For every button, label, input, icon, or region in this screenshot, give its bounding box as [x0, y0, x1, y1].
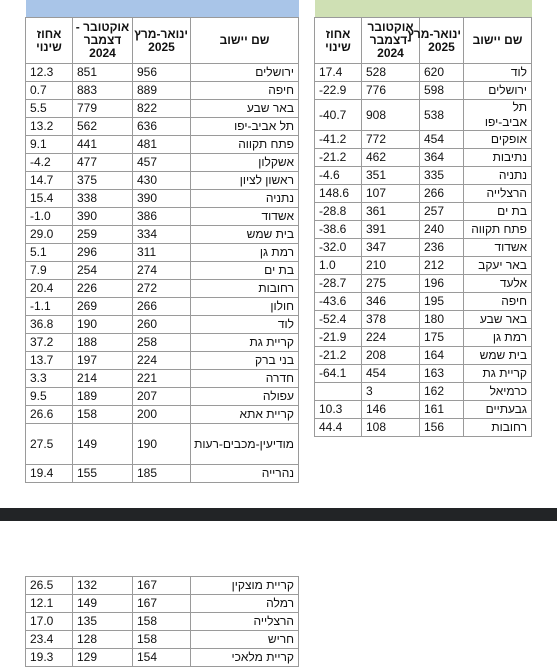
cell-pct-change: 5.1 — [26, 244, 73, 262]
cell-name: עפולה — [191, 388, 299, 406]
table-row — [315, 131, 532, 149]
cell-name: הרצלייה — [464, 185, 532, 203]
table-row — [26, 388, 299, 406]
table-row — [26, 316, 299, 334]
cell-jan-mar-2025: 272 — [133, 280, 191, 298]
table-row — [315, 167, 532, 185]
table-row — [315, 100, 532, 131]
header-name: שם יישוב — [191, 18, 299, 64]
cell-name: אלעד — [464, 275, 532, 293]
bottom-table — [25, 576, 299, 667]
table-row — [26, 298, 299, 316]
right-table — [314, 0, 532, 437]
table-row — [26, 631, 299, 649]
cell-oct-dec-2024: 454 — [362, 365, 420, 383]
table-row — [26, 424, 299, 465]
table-row — [26, 280, 299, 298]
cell-pct-change: 13.7 — [26, 352, 73, 370]
table-row — [26, 613, 299, 631]
table-row — [315, 257, 532, 275]
table-row — [315, 293, 532, 311]
cell-jan-mar-2025: 224 — [133, 352, 191, 370]
cell-name: חיפה — [191, 82, 299, 100]
cell-name: אשקלון — [191, 154, 299, 172]
cell-name: רחובות — [464, 419, 532, 437]
table-row — [315, 149, 532, 167]
table-row — [315, 64, 532, 82]
cell-pct-change: 3.3 — [26, 370, 73, 388]
cell-pct-change: 19.4 — [26, 465, 73, 483]
cell-jan-mar-2025: 180 — [420, 311, 464, 329]
cell-jan-mar-2025: 386 — [133, 208, 191, 226]
cell-oct-dec-2024: 197 — [73, 352, 133, 370]
cell-jan-mar-2025: 162 — [420, 383, 464, 401]
cell-pct-change: 17.4 — [315, 64, 362, 82]
header-oct-dec-2024: אוקטובר -דצמבר 2024 — [362, 18, 420, 64]
cell-oct-dec-2024: 254 — [73, 262, 133, 280]
cell-jan-mar-2025: 185 — [133, 465, 191, 483]
cell-oct-dec-2024: 477 — [73, 154, 133, 172]
cell-oct-dec-2024: 149 — [73, 595, 133, 613]
cell-name: חריש — [191, 631, 299, 649]
cell-pct-change: -32.0 — [315, 239, 362, 257]
cell-pct-change: -1.1 — [26, 298, 73, 316]
header-jan-mar-2025: ינואר-מרץ 2025 — [420, 18, 464, 64]
cell-jan-mar-2025: 598 — [420, 82, 464, 100]
header-jan-mar-2025: ינואר-מרץ 2025 — [133, 18, 191, 64]
cell-jan-mar-2025: 274 — [133, 262, 191, 280]
cell-name: חיפה — [464, 293, 532, 311]
cell-jan-mar-2025: 195 — [420, 293, 464, 311]
cell-jan-mar-2025: 430 — [133, 172, 191, 190]
cell-name: תל אביב-יפו — [191, 118, 299, 136]
cell-oct-dec-2024: 146 — [362, 401, 420, 419]
cell-pct-change: -52.4 — [315, 311, 362, 329]
cell-oct-dec-2024: 338 — [73, 190, 133, 208]
cell-name: אופקים — [464, 131, 532, 149]
cell-oct-dec-2024: 390 — [73, 208, 133, 226]
cell-name: בת ים — [464, 203, 532, 221]
cell-oct-dec-2024: 210 — [362, 257, 420, 275]
cell-name: רחובות — [191, 280, 299, 298]
cell-jan-mar-2025: 175 — [420, 329, 464, 347]
cell-pct-change: 23.4 — [26, 631, 73, 649]
cell-jan-mar-2025: 334 — [133, 226, 191, 244]
cell-name: נתניה — [464, 167, 532, 185]
cell-name: חולון — [191, 298, 299, 316]
cell-oct-dec-2024: 908 — [362, 100, 420, 131]
cell-name: נתיבות — [464, 149, 532, 167]
table-row — [26, 226, 299, 244]
cell-pct-change: 20.4 — [26, 280, 73, 298]
table-row — [315, 82, 532, 100]
cell-name: גבעתיים — [464, 401, 532, 419]
cell-oct-dec-2024: 224 — [362, 329, 420, 347]
cell-oct-dec-2024: 296 — [73, 244, 133, 262]
table-row — [26, 595, 299, 613]
cell-name: בית שמש — [464, 347, 532, 365]
cell-jan-mar-2025: 257 — [420, 203, 464, 221]
table-row — [315, 221, 532, 239]
cell-jan-mar-2025: 956 — [133, 64, 191, 82]
cell-jan-mar-2025: 158 — [133, 613, 191, 631]
cell-oct-dec-2024: 462 — [362, 149, 420, 167]
table-row — [315, 329, 532, 347]
cell-oct-dec-2024: 149 — [73, 424, 133, 465]
cell-name: לוד — [191, 316, 299, 334]
table-row — [26, 406, 299, 424]
cell-oct-dec-2024: 375 — [73, 172, 133, 190]
cell-name: באר שבע — [191, 100, 299, 118]
cell-oct-dec-2024: 776 — [362, 82, 420, 100]
cell-oct-dec-2024: 528 — [362, 64, 420, 82]
cell-name: קריית גת — [464, 365, 532, 383]
cell-jan-mar-2025: 207 — [133, 388, 191, 406]
cell-jan-mar-2025: 335 — [420, 167, 464, 185]
cell-name: פתח תקווה — [191, 136, 299, 154]
table-row — [26, 370, 299, 388]
cell-jan-mar-2025: 364 — [420, 149, 464, 167]
table-row — [26, 649, 299, 667]
cell-oct-dec-2024: 779 — [73, 100, 133, 118]
left-table-header — [26, 18, 299, 64]
cell-jan-mar-2025: 266 — [133, 298, 191, 316]
cell-jan-mar-2025: 620 — [420, 64, 464, 82]
header-pct-change: אחוז שינוי — [315, 18, 362, 64]
cell-oct-dec-2024: 135 — [73, 613, 133, 631]
table-row — [315, 365, 532, 383]
cell-pct-change: 19.3 — [26, 649, 73, 667]
cell-oct-dec-2024: 562 — [73, 118, 133, 136]
cell-oct-dec-2024: 3 — [362, 383, 420, 401]
cell-pct-change: -38.6 — [315, 221, 362, 239]
cell-pct-change: 12.1 — [26, 595, 73, 613]
cell-jan-mar-2025: 158 — [133, 631, 191, 649]
table-row — [315, 347, 532, 365]
cell-jan-mar-2025: 167 — [133, 595, 191, 613]
cell-pct-change: 37.2 — [26, 334, 73, 352]
cell-pct-change: 7.9 — [26, 262, 73, 280]
cell-jan-mar-2025: 236 — [420, 239, 464, 257]
cell-name: רמלה — [191, 595, 299, 613]
table-row — [26, 136, 299, 154]
cell-oct-dec-2024: 129 — [73, 649, 133, 667]
cell-name: ראשון לציון — [191, 172, 299, 190]
cell-jan-mar-2025: 481 — [133, 136, 191, 154]
cell-jan-mar-2025: 889 — [133, 82, 191, 100]
cell-name: מודיעין-מכבים-רעות — [191, 424, 299, 465]
cell-oct-dec-2024: 378 — [362, 311, 420, 329]
cell-name: ירושלים — [191, 64, 299, 82]
table-row — [315, 203, 532, 221]
cell-oct-dec-2024: 851 — [73, 64, 133, 82]
cell-pct-change: -21.2 — [315, 347, 362, 365]
cell-pct-change: 29.0 — [26, 226, 73, 244]
cell-name: קריית מלאכי — [191, 649, 299, 667]
table-row — [26, 64, 299, 82]
cell-name: באר יעקב — [464, 257, 532, 275]
cell-pct-change: -1.0 — [26, 208, 73, 226]
table-row — [26, 465, 299, 483]
cell-pct-change: 0.7 — [26, 82, 73, 100]
table-row — [315, 239, 532, 257]
cell-pct-change: 9.5 — [26, 388, 73, 406]
table-row — [26, 82, 299, 100]
table-row — [26, 244, 299, 262]
cell-oct-dec-2024: 132 — [73, 577, 133, 595]
cell-oct-dec-2024: 772 — [362, 131, 420, 149]
cell-oct-dec-2024: 108 — [362, 419, 420, 437]
cell-jan-mar-2025: 167 — [133, 577, 191, 595]
right-table-header — [315, 18, 532, 64]
cell-oct-dec-2024: 155 — [73, 465, 133, 483]
cell-name: תל אביב-יפו — [464, 100, 532, 131]
cell-name: נהרייה — [191, 465, 299, 483]
cell-jan-mar-2025: 311 — [133, 244, 191, 262]
cell-pct-change: 1.0 — [315, 257, 362, 275]
cell-pct-change: -28.7 — [315, 275, 362, 293]
cell-jan-mar-2025: 260 — [133, 316, 191, 334]
cell-name: חדרה — [191, 370, 299, 388]
table-row — [26, 262, 299, 280]
left-table — [25, 0, 299, 483]
cell-oct-dec-2024: 189 — [73, 388, 133, 406]
cell-name: בת ים — [191, 262, 299, 280]
table-row — [315, 383, 532, 401]
table-row — [315, 401, 532, 419]
cell-jan-mar-2025: 221 — [133, 370, 191, 388]
cell-name: רמת גן — [464, 329, 532, 347]
cell-pct-change: 26.5 — [26, 577, 73, 595]
cell-pct-change: 17.0 — [26, 613, 73, 631]
cell-pct-change: -22.9 — [315, 82, 362, 100]
cell-pct-change: -28.8 — [315, 203, 362, 221]
cell-name: אשדוד — [191, 208, 299, 226]
cell-pct-change: -4.2 — [26, 154, 73, 172]
right-table-band — [315, 0, 532, 18]
cell-oct-dec-2024: 391 — [362, 221, 420, 239]
cell-jan-mar-2025: 390 — [133, 190, 191, 208]
cell-pct-change: 5.5 — [26, 100, 73, 118]
table-row — [26, 154, 299, 172]
cell-name: באר שבע — [464, 311, 532, 329]
table-row — [26, 100, 299, 118]
cell-name: קריית גת — [191, 334, 299, 352]
cell-jan-mar-2025: 636 — [133, 118, 191, 136]
cell-jan-mar-2025: 154 — [133, 649, 191, 667]
table-row — [315, 419, 532, 437]
cell-pct-change — [315, 383, 362, 401]
cell-pct-change: 36.8 — [26, 316, 73, 334]
table-row — [26, 190, 299, 208]
table-row — [26, 172, 299, 190]
cell-oct-dec-2024: 883 — [73, 82, 133, 100]
table-row — [315, 311, 532, 329]
cell-jan-mar-2025: 212 — [420, 257, 464, 275]
cell-pct-change: -21.9 — [315, 329, 362, 347]
cell-oct-dec-2024: 190 — [73, 316, 133, 334]
cell-oct-dec-2024: 269 — [73, 298, 133, 316]
cell-pct-change: 12.3 — [26, 64, 73, 82]
cell-jan-mar-2025: 161 — [420, 401, 464, 419]
table-row — [26, 334, 299, 352]
header-pct-change: אחוז שינוי — [26, 18, 73, 64]
cell-name: נתניה — [191, 190, 299, 208]
cell-jan-mar-2025: 457 — [133, 154, 191, 172]
table-row — [315, 185, 532, 203]
cell-pct-change: -64.1 — [315, 365, 362, 383]
cell-oct-dec-2024: 351 — [362, 167, 420, 185]
cell-name: ירושלים — [464, 82, 532, 100]
cell-jan-mar-2025: 200 — [133, 406, 191, 424]
cell-jan-mar-2025: 190 — [133, 424, 191, 465]
cell-pct-change: -41.2 — [315, 131, 362, 149]
cell-name: פתח תקווה — [464, 221, 532, 239]
header-name: שם יישוב — [464, 18, 532, 64]
cell-oct-dec-2024: 346 — [362, 293, 420, 311]
cell-pct-change: -4.6 — [315, 167, 362, 185]
table-row — [26, 352, 299, 370]
cell-jan-mar-2025: 266 — [420, 185, 464, 203]
cell-oct-dec-2024: 158 — [73, 406, 133, 424]
cell-oct-dec-2024: 226 — [73, 280, 133, 298]
cell-oct-dec-2024: 107 — [362, 185, 420, 203]
cell-pct-change: -43.6 — [315, 293, 362, 311]
cell-pct-change: 14.7 — [26, 172, 73, 190]
cell-name: בית שמש — [191, 226, 299, 244]
cell-oct-dec-2024: 208 — [362, 347, 420, 365]
cell-jan-mar-2025: 258 — [133, 334, 191, 352]
cell-oct-dec-2024: 188 — [73, 334, 133, 352]
table-row — [315, 275, 532, 293]
cell-jan-mar-2025: 822 — [133, 100, 191, 118]
header-oct-dec-2024: אוקטובר -דצמבר 2024 — [73, 18, 133, 64]
cell-jan-mar-2025: 164 — [420, 347, 464, 365]
cell-pct-change: 26.6 — [26, 406, 73, 424]
cell-pct-change: 27.5 — [26, 424, 73, 465]
cell-pct-change: -40.7 — [315, 100, 362, 131]
cell-jan-mar-2025: 163 — [420, 365, 464, 383]
cell-pct-change: 9.1 — [26, 136, 73, 154]
cell-pct-change: 44.4 — [315, 419, 362, 437]
cell-oct-dec-2024: 441 — [73, 136, 133, 154]
cell-jan-mar-2025: 156 — [420, 419, 464, 437]
cell-name: בני ברק — [191, 352, 299, 370]
cell-pct-change: 15.4 — [26, 190, 73, 208]
cell-oct-dec-2024: 347 — [362, 239, 420, 257]
cell-name: רמת גן — [191, 244, 299, 262]
cell-pct-change: 13.2 — [26, 118, 73, 136]
cell-pct-change: 148.6 — [315, 185, 362, 203]
cell-name: אשדוד — [464, 239, 532, 257]
cell-oct-dec-2024: 361 — [362, 203, 420, 221]
cell-name: קריית אתא — [191, 406, 299, 424]
cell-jan-mar-2025: 454 — [420, 131, 464, 149]
cell-jan-mar-2025: 196 — [420, 275, 464, 293]
table-row — [26, 577, 299, 595]
table-row — [26, 118, 299, 136]
cell-name: כרמיאל — [464, 383, 532, 401]
cell-name: הרצלייה — [191, 613, 299, 631]
page-divider — [0, 508, 557, 521]
cell-pct-change: 10.3 — [315, 401, 362, 419]
cell-jan-mar-2025: 538 — [420, 100, 464, 131]
cell-oct-dec-2024: 128 — [73, 631, 133, 649]
left-table-band — [26, 0, 299, 18]
cell-oct-dec-2024: 214 — [73, 370, 133, 388]
cell-pct-change: -21.2 — [315, 149, 362, 167]
cell-oct-dec-2024: 275 — [362, 275, 420, 293]
cell-name: קריית מוצקין — [191, 577, 299, 595]
cell-jan-mar-2025: 240 — [420, 221, 464, 239]
table-row — [26, 208, 299, 226]
cell-name: לוד — [464, 64, 532, 82]
cell-oct-dec-2024: 259 — [73, 226, 133, 244]
